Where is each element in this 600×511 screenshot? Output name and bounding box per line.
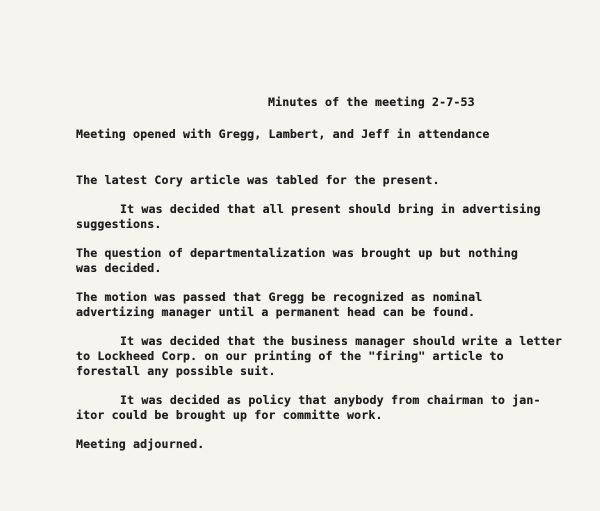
- paragraph-advertising-line-1: It was decided that all present should bring in advertising: [120, 202, 541, 216]
- paragraph-departmentalization-line-2: was decided.: [76, 261, 162, 275]
- attendance-line: Meeting opened with Gregg, Lambert, and Jeff in attendance: [76, 127, 490, 141]
- paragraph-letter-line-3: forestall any possible suit.: [76, 364, 276, 378]
- paragraph-cory-article: The latest Cory article was tabled for the present.: [76, 173, 440, 187]
- paragraph-policy-line-1: It was decided as policy that anybody from chairman to jan-: [120, 393, 541, 407]
- paragraph-gregg-line-2: advertizing manager until a permanent head can be found.: [76, 305, 476, 319]
- paragraph-advertising-line-2: suggestions.: [76, 217, 162, 231]
- paragraph-departmentalization-line-1: The question of departmentalization was brought up but nothing: [76, 246, 519, 260]
- minutes-title: Minutes of the meeting 2-7-53: [268, 95, 475, 109]
- meeting-adjourned: Meeting adjourned.: [76, 437, 205, 451]
- paragraph-policy-line-2: itor could be brought up for committe work.: [76, 408, 383, 422]
- paragraph-gregg-line-1: The motion was passed that Gregg be recognized as nominal: [76, 290, 483, 304]
- paragraph-letter-line-1: It was decided that the business manager should write a letter: [120, 334, 563, 348]
- paragraph-letter-line-2: to Lockheed Corp. on our printing of the "firing" article to: [76, 349, 504, 363]
